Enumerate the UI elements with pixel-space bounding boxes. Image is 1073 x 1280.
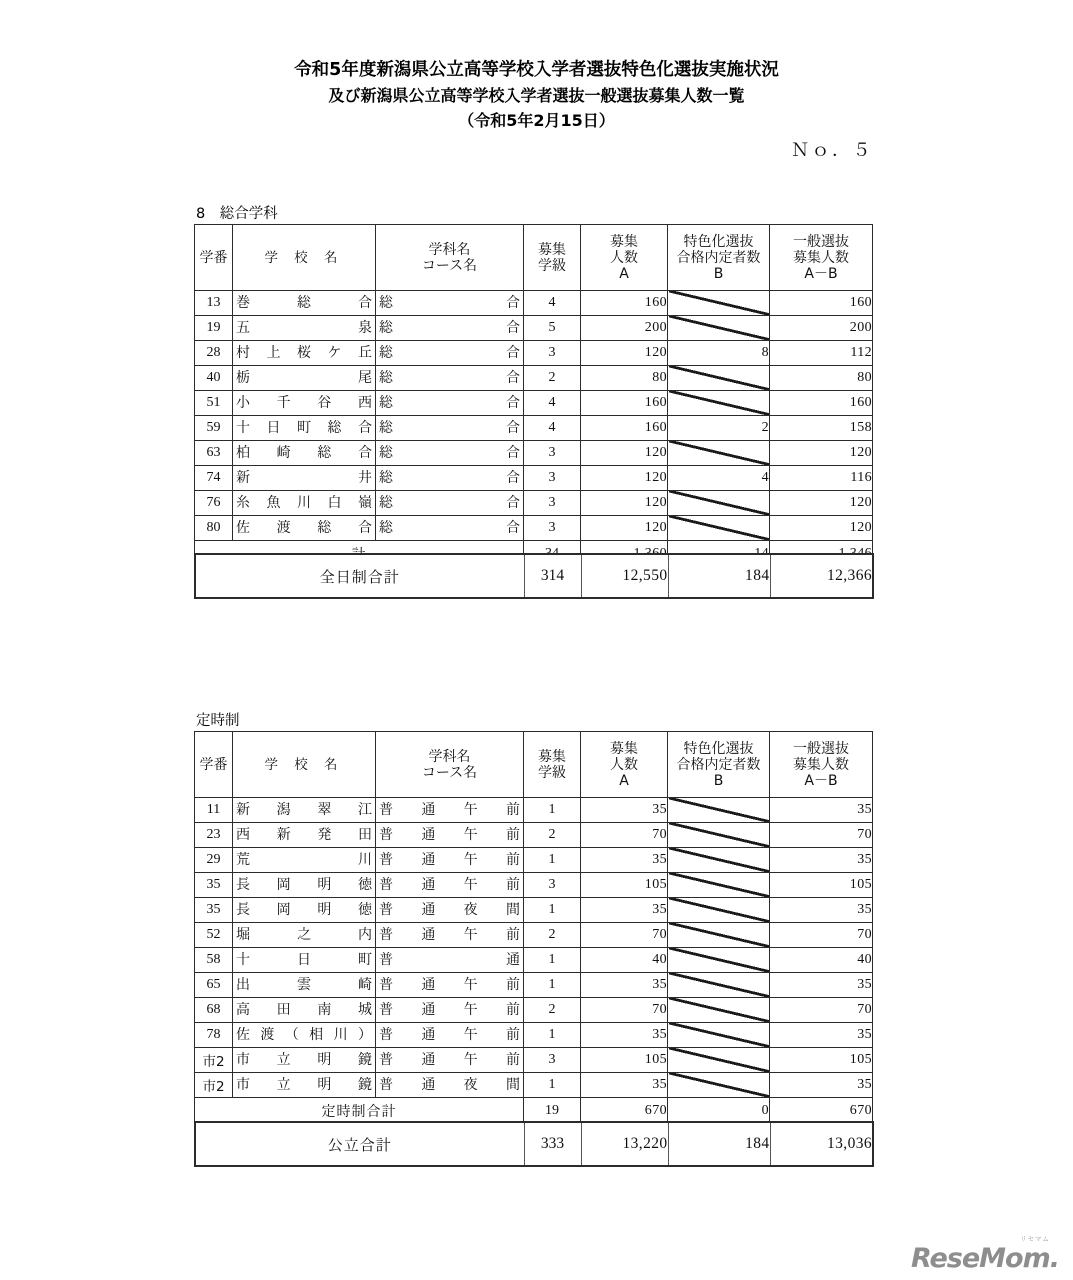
cell-capacity-a: 80 bbox=[581, 366, 668, 391]
resemom-watermark bbox=[911, 1235, 1059, 1274]
table-row bbox=[195, 848, 873, 873]
cell-capacity-a: 160 bbox=[581, 416, 668, 441]
cell-ippan-ab: 120 bbox=[770, 441, 873, 466]
cell-gakuban: 28 bbox=[195, 341, 233, 366]
table-row bbox=[195, 316, 873, 341]
cell-class-count: 4 bbox=[524, 416, 581, 441]
table-row bbox=[195, 1023, 873, 1048]
cell-capacity-a: 35 bbox=[581, 1023, 668, 1048]
cell-course-name: 普 通 午 前 bbox=[376, 923, 524, 948]
table-sogo-gakka bbox=[194, 224, 873, 568]
cell-tokushokuka-b-empty-slash bbox=[668, 366, 770, 391]
cell-ippan-ab: 35 bbox=[770, 973, 873, 998]
cell-gakuban: 59 bbox=[195, 416, 233, 441]
col-header-school: 学 校 名 bbox=[233, 225, 376, 291]
cell-capacity-a: 35 bbox=[581, 1073, 668, 1098]
cell-class-count: 2 bbox=[524, 366, 581, 391]
col-header-class-count: 募集 学級 bbox=[524, 225, 581, 291]
cell-class-count: 3 bbox=[524, 873, 581, 898]
cell-tokushokuka-b-empty-slash bbox=[668, 1048, 770, 1073]
cell-course-name: 普 通 午 前 bbox=[376, 873, 524, 898]
cell-tokushokuka-b-empty-slash bbox=[668, 973, 770, 998]
cell-course-name: 普 通 午 前 bbox=[376, 823, 524, 848]
cell-capacity-a: 35 bbox=[581, 898, 668, 923]
cell-school-name: 十 日 町 bbox=[233, 948, 376, 973]
col-header-gakuban: 学番 bbox=[195, 225, 233, 291]
koritsu-total-b: 184 bbox=[668, 1122, 770, 1166]
cell-course-name: 総 合 bbox=[376, 416, 524, 441]
cell-course-name: 総 合 bbox=[376, 391, 524, 416]
cell-tokushokuka-b: 4 bbox=[668, 466, 770, 491]
cell-gakuban: 65 bbox=[195, 973, 233, 998]
cell-gakuban: 35 bbox=[195, 873, 233, 898]
cell-tokushokuka-b-empty-slash bbox=[668, 491, 770, 516]
cell-ippan-ab: 158 bbox=[770, 416, 873, 441]
cell-tokushokuka-b-empty-slash bbox=[668, 848, 770, 873]
cell-gakuban: 52 bbox=[195, 923, 233, 948]
cell-class-count: 1 bbox=[524, 973, 581, 998]
cell-course-name: 総 合 bbox=[376, 441, 524, 466]
cell-course-name: 普 通 bbox=[376, 948, 524, 973]
koritsu-total-label: 公立合計 bbox=[195, 1122, 524, 1166]
cell-ippan-ab: 70 bbox=[770, 923, 873, 948]
section-caption-sogo: 8 総合学科 bbox=[196, 206, 278, 222]
watermark-text bbox=[911, 1235, 1059, 1274]
cell-course-name: 普 通 夜 間 bbox=[376, 898, 524, 923]
col-header-class-count: 募集 学級 bbox=[524, 732, 581, 798]
cell-class-count: 1 bbox=[524, 1023, 581, 1048]
koritsu-total-a: 13,220 bbox=[581, 1122, 668, 1166]
table-row bbox=[195, 873, 873, 898]
cell-tokushokuka-b-empty-slash bbox=[668, 898, 770, 923]
cell-ippan-ab: 35 bbox=[770, 848, 873, 873]
cell-class-count: 2 bbox=[524, 923, 581, 948]
page-number-label: Ｎｏ．５ bbox=[791, 140, 873, 160]
cell-tokushokuka-b: 2 bbox=[668, 416, 770, 441]
table-koritsu-total bbox=[194, 1121, 874, 1167]
total-b-teiji: 0 bbox=[668, 1098, 770, 1125]
watermark-dot: . bbox=[1049, 1243, 1059, 1274]
cell-school-name: 小 千 谷 西 bbox=[233, 391, 376, 416]
cell-class-count: 1 bbox=[524, 1073, 581, 1098]
cell-course-name: 普 通 午 前 bbox=[376, 1048, 524, 1073]
table-header-teiji bbox=[195, 732, 873, 798]
cell-ippan-ab: 35 bbox=[770, 798, 873, 823]
cell-tokushokuka-b-empty-slash bbox=[668, 923, 770, 948]
cell-capacity-a: 35 bbox=[581, 798, 668, 823]
table-zennichi-total bbox=[194, 553, 874, 599]
cell-tokushokuka-b-empty-slash bbox=[668, 998, 770, 1023]
cell-school-name: 市 立 明 鏡 bbox=[233, 1073, 376, 1098]
cell-school-name: 市 立 明 鏡 bbox=[233, 1048, 376, 1073]
col-header-ippan-ab: 一般選抜 募集人数 A－B bbox=[770, 732, 873, 798]
cell-ippan-ab: 112 bbox=[770, 341, 873, 366]
cell-course-name: 普 通 午 前 bbox=[376, 973, 524, 998]
table-teijisei bbox=[194, 731, 873, 1125]
table-row bbox=[195, 366, 873, 391]
cell-class-count: 1 bbox=[524, 848, 581, 873]
table-row bbox=[195, 1073, 873, 1098]
koritsu-total-ab: 13,036 bbox=[770, 1122, 873, 1166]
koritsu-total-class: 333 bbox=[524, 1122, 581, 1166]
cell-course-name: 普 通 午 前 bbox=[376, 998, 524, 1023]
zennichi-total-b: 184 bbox=[668, 554, 770, 598]
cell-school-name: 柏 崎 総 合 bbox=[233, 441, 376, 466]
cell-class-count: 1 bbox=[524, 898, 581, 923]
cell-ippan-ab: 70 bbox=[770, 998, 873, 1023]
cell-school-name: 西 新 発 田 bbox=[233, 823, 376, 848]
cell-gakuban: 80 bbox=[195, 516, 233, 541]
table-row bbox=[195, 466, 873, 491]
cell-school-name: 荒 川 bbox=[233, 848, 376, 873]
cell-class-count: 1 bbox=[524, 798, 581, 823]
cell-course-name: 普 通 午 前 bbox=[376, 798, 524, 823]
cell-gakuban: 76 bbox=[195, 491, 233, 516]
cell-school-name: 佐 渡 総 合 bbox=[233, 516, 376, 541]
cell-tokushokuka-b-empty-slash bbox=[668, 391, 770, 416]
table-row bbox=[195, 798, 873, 823]
cell-tokushokuka-b-empty-slash bbox=[668, 441, 770, 466]
cell-capacity-a: 160 bbox=[581, 291, 668, 316]
document-title-block bbox=[0, 58, 1073, 133]
title-line-1: 令和5年度新潟県公立高等学校入学者選抜特色化選抜実施状況 bbox=[294, 60, 779, 80]
cell-ippan-ab: 200 bbox=[770, 316, 873, 341]
cell-capacity-a: 120 bbox=[581, 441, 668, 466]
zennichi-total-class: 314 bbox=[524, 554, 581, 598]
cell-class-count: 1 bbox=[524, 948, 581, 973]
cell-gakuban: 13 bbox=[195, 291, 233, 316]
cell-capacity-a: 70 bbox=[581, 823, 668, 848]
cell-capacity-a: 105 bbox=[581, 1048, 668, 1073]
cell-gakuban: 19 bbox=[195, 316, 233, 341]
cell-class-count: 4 bbox=[524, 291, 581, 316]
cell-ippan-ab: 35 bbox=[770, 898, 873, 923]
cell-capacity-a: 70 bbox=[581, 998, 668, 1023]
cell-course-name: 総 合 bbox=[376, 466, 524, 491]
cell-gakuban: 市2 bbox=[195, 1048, 233, 1073]
cell-course-name: 総 合 bbox=[376, 291, 524, 316]
cell-gakuban: 35 bbox=[195, 898, 233, 923]
cell-gakuban: 78 bbox=[195, 1023, 233, 1048]
cell-class-count: 4 bbox=[524, 391, 581, 416]
cell-tokushokuka-b-empty-slash bbox=[668, 798, 770, 823]
zennichi-total-ab: 12,366 bbox=[770, 554, 873, 598]
cell-course-name: 普 通 夜 間 bbox=[376, 1073, 524, 1098]
col-header-tokushokuka-b: 特色化選抜 合格内定者数 B bbox=[668, 225, 770, 291]
cell-class-count: 3 bbox=[524, 491, 581, 516]
table-row bbox=[195, 441, 873, 466]
cell-gakuban: 40 bbox=[195, 366, 233, 391]
cell-ippan-ab: 40 bbox=[770, 948, 873, 973]
cell-gakuban: 51 bbox=[195, 391, 233, 416]
cell-class-count: 3 bbox=[524, 441, 581, 466]
cell-tokushokuka-b-empty-slash bbox=[668, 1073, 770, 1098]
cell-capacity-a: 40 bbox=[581, 948, 668, 973]
col-header-tokushokuka-b: 特色化選抜 合格内定者数 B bbox=[668, 732, 770, 798]
table-body-teiji bbox=[195, 798, 873, 1098]
cell-gakuban: 29 bbox=[195, 848, 233, 873]
cell-capacity-a: 35 bbox=[581, 973, 668, 998]
cell-school-name: 佐 渡 （ 相 川 ） bbox=[233, 1023, 376, 1048]
table-row bbox=[195, 341, 873, 366]
total-ab-teiji: 670 bbox=[770, 1098, 873, 1125]
table-row bbox=[195, 1048, 873, 1073]
table-row bbox=[195, 823, 873, 848]
cell-capacity-a: 200 bbox=[581, 316, 668, 341]
table-row bbox=[195, 973, 873, 998]
cell-tokushokuka-b-empty-slash bbox=[668, 1023, 770, 1048]
cell-school-name: 十 日 町 総 合 bbox=[233, 416, 376, 441]
col-header-course: 学科名 コース名 bbox=[376, 732, 524, 798]
cell-capacity-a: 120 bbox=[581, 341, 668, 366]
col-header-ippan-ab: 一般選抜 募集人数 A－B bbox=[770, 225, 873, 291]
zennichi-total-label: 全日制合計 bbox=[195, 554, 524, 598]
cell-school-name: 糸 魚 川 白 嶺 bbox=[233, 491, 376, 516]
cell-course-name: 総 合 bbox=[376, 366, 524, 391]
cell-capacity-a: 70 bbox=[581, 923, 668, 948]
table-row bbox=[195, 291, 873, 316]
cell-capacity-a: 120 bbox=[581, 516, 668, 541]
cell-school-name: 新 井 bbox=[233, 466, 376, 491]
cell-ippan-ab: 116 bbox=[770, 466, 873, 491]
cell-capacity-a: 35 bbox=[581, 848, 668, 873]
cell-school-name: 巻 総 合 bbox=[233, 291, 376, 316]
section-caption-teiji: 定時制 bbox=[196, 713, 240, 729]
cell-capacity-a: 120 bbox=[581, 491, 668, 516]
cell-class-count: 3 bbox=[524, 1048, 581, 1073]
cell-gakuban: 68 bbox=[195, 998, 233, 1023]
cell-school-name: 村 上 桜 ケ 丘 bbox=[233, 341, 376, 366]
cell-gakuban: 11 bbox=[195, 798, 233, 823]
total-a-teiji: 670 bbox=[581, 1098, 668, 1125]
cell-tokushokuka-b-empty-slash bbox=[668, 823, 770, 848]
cell-course-name: 総 合 bbox=[376, 316, 524, 341]
total-label-teiji: 定時制合計 bbox=[195, 1098, 524, 1125]
cell-course-name: 普 通 午 前 bbox=[376, 848, 524, 873]
col-header-capacity-a: 募集 人数 A bbox=[581, 225, 668, 291]
cell-ippan-ab: 120 bbox=[770, 491, 873, 516]
cell-gakuban: 58 bbox=[195, 948, 233, 973]
cell-ippan-ab: 80 bbox=[770, 366, 873, 391]
cell-tokushokuka-b-empty-slash bbox=[668, 291, 770, 316]
cell-course-name: 総 合 bbox=[376, 341, 524, 366]
cell-school-name: 長 岡 明 徳 bbox=[233, 898, 376, 923]
cell-class-count: 3 bbox=[524, 341, 581, 366]
cell-class-count: 2 bbox=[524, 998, 581, 1023]
cell-ippan-ab: 105 bbox=[770, 1048, 873, 1073]
col-header-gakuban: 学番 bbox=[195, 732, 233, 798]
col-header-capacity-a: 募集 人数 A bbox=[581, 732, 668, 798]
cell-class-count: 5 bbox=[524, 316, 581, 341]
cell-capacity-a: 105 bbox=[581, 873, 668, 898]
cell-ippan-ab: 105 bbox=[770, 873, 873, 898]
cell-class-count: 2 bbox=[524, 823, 581, 848]
watermark-ruby: リセマム bbox=[1020, 1235, 1050, 1243]
cell-school-name: 高 田 南 城 bbox=[233, 998, 376, 1023]
cell-class-count: 3 bbox=[524, 516, 581, 541]
cell-course-name: 総 合 bbox=[376, 516, 524, 541]
col-header-course: 学科名 コース名 bbox=[376, 225, 524, 291]
cell-capacity-a: 120 bbox=[581, 466, 668, 491]
cell-ippan-ab: 35 bbox=[770, 1023, 873, 1048]
cell-course-name: 総 合 bbox=[376, 491, 524, 516]
cell-gakuban: 市2 bbox=[195, 1073, 233, 1098]
table-header-sogo bbox=[195, 225, 873, 291]
table-row bbox=[195, 391, 873, 416]
watermark-brand: ReseMom bbox=[911, 1243, 1050, 1274]
cell-school-name: 長 岡 明 徳 bbox=[233, 873, 376, 898]
table-row bbox=[195, 516, 873, 541]
table-row bbox=[195, 416, 873, 441]
cell-class-count: 3 bbox=[524, 466, 581, 491]
col-header-school: 学 校 名 bbox=[233, 732, 376, 798]
cell-course-name: 普 通 午 前 bbox=[376, 1023, 524, 1048]
cell-gakuban: 74 bbox=[195, 466, 233, 491]
cell-gakuban: 23 bbox=[195, 823, 233, 848]
table-row bbox=[195, 948, 873, 973]
cell-tokushokuka-b-empty-slash bbox=[668, 316, 770, 341]
cell-school-name: 新 潟 翠 江 bbox=[233, 798, 376, 823]
table-row bbox=[195, 923, 873, 948]
title-line-2: 及び新潟県公立高等学校入学者選抜一般選抜募集人数一覧 bbox=[328, 86, 745, 105]
cell-ippan-ab: 160 bbox=[770, 291, 873, 316]
cell-ippan-ab: 35 bbox=[770, 1073, 873, 1098]
zennichi-total-a: 12,550 bbox=[581, 554, 668, 598]
cell-tokushokuka-b: 8 bbox=[668, 341, 770, 366]
table-row bbox=[195, 491, 873, 516]
title-date: （令和5年2月15日） bbox=[458, 111, 615, 130]
table-body-sogo bbox=[195, 291, 873, 541]
total-class-teiji: 19 bbox=[524, 1098, 581, 1125]
cell-gakuban: 63 bbox=[195, 441, 233, 466]
cell-ippan-ab: 70 bbox=[770, 823, 873, 848]
cell-school-name: 五 泉 bbox=[233, 316, 376, 341]
cell-school-name: 出 雲 崎 bbox=[233, 973, 376, 998]
cell-school-name: 堀 之 内 bbox=[233, 923, 376, 948]
cell-school-name: 栃 尾 bbox=[233, 366, 376, 391]
cell-capacity-a: 160 bbox=[581, 391, 668, 416]
cell-ippan-ab: 160 bbox=[770, 391, 873, 416]
cell-tokushokuka-b-empty-slash bbox=[668, 948, 770, 973]
table-row bbox=[195, 998, 873, 1023]
cell-tokushokuka-b-empty-slash bbox=[668, 516, 770, 541]
cell-ippan-ab: 120 bbox=[770, 516, 873, 541]
table-row bbox=[195, 898, 873, 923]
cell-tokushokuka-b-empty-slash bbox=[668, 873, 770, 898]
